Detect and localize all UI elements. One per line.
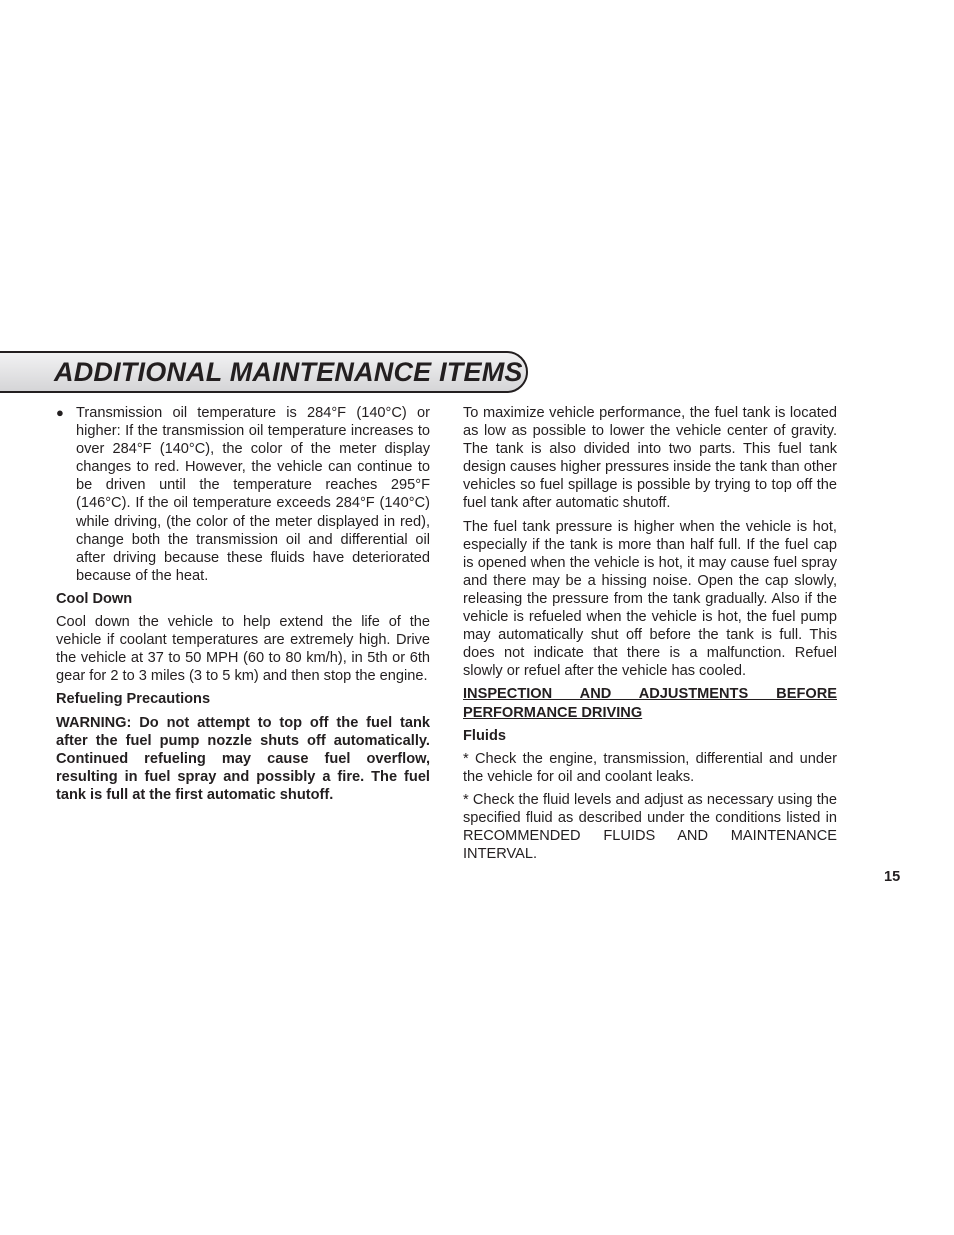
fluids-item-leaks: * Check the engine, transmission, differential and under the vehicle for oil and coolant leaks. [463, 750, 837, 785]
cool-down-text: Cool down the vehicle to help extend the life of the vehicle if coolant temperatures are extremely high. Drive the vehicle at 37 to 50 MPH (60 to 80 km/h), in 5th or 6th gear for 2 to 3 miles (3 to 5 km) and then stop the engine. [56, 614, 430, 685]
fuel-tank-paragraph: To maximize vehicle performance, the fuel tank is located as low as possible to lower the vehicle center of gravity. The tank is also divided into two parts. This fuel tank design causes higher pressures inside the tank than other vehicles so fuel spillage is possible by trying to top off the fuel tank after automatic shutoff. [463, 405, 837, 512]
bullet-icon: ● [56, 405, 64, 420]
page-number: 15 [884, 869, 901, 885]
right-column [463, 404, 837, 868]
transmission-temperature-text: Transmission oil temperature is 284°F (140°C) or higher: If the transmission oil temperature increases to over 284°F (140°C), the color of the meter display changes to red. However, the vehicle can continue to be driven until the temperature reaches 295°F (146°C). If the oil temperature exceeds 284°F (140°C) while driving, (the color of the meter displayed in red), change both the transmission oil and differential oil after driving because these fluids have deteriorated because of the heat. [76, 405, 430, 584]
list-item [56, 404, 430, 585]
cool-down-heading: Cool Down [56, 590, 133, 607]
refueling-precautions-heading: Refueling Precautions [56, 691, 211, 708]
fluids-heading: Fluids [463, 727, 506, 744]
inspection-heading: INSPECTION AND ADJUSTMENTS BEFORE PERFORMANCE DRIVING [463, 686, 837, 721]
fuel-pressure-paragraph: The fuel tank pressure is higher when the vehicle is hot, especially if the tank is more than half full. If the fuel cap is opened when the vehicle is hot, it may cause fuel spray and there may be a hissing noise. Open the cap slowly, releasing the pressure from the tank gradually. Also if the vehicle is refueled when the vehicle is hot, the fuel pump may automatically shut off before the tank is full. This does not indicate that there is a malfunction. Refuel slowly or refuel after the vehicle has cooled. [463, 518, 837, 680]
left-column [56, 404, 430, 809]
section-title: ADDITIONAL MAINTENANCE ITEMS [54, 357, 523, 387]
fluids-item-levels: * Check the fluid levels and adjust as necessary using the specified fluid as described under the conditions listed in RECOMMENDED FLUIDS AND MAINTENANCE INTERVAL. [463, 791, 837, 863]
refueling-warning: WARNING: Do not attempt to top off the fuel tank after the fuel pump nozzle shuts off automatically. Continued refueling may cause fuel overflow, resulting in fuel spray and possibly a fire. The fuel tank is full at the first automatic shutoff. [56, 714, 430, 803]
